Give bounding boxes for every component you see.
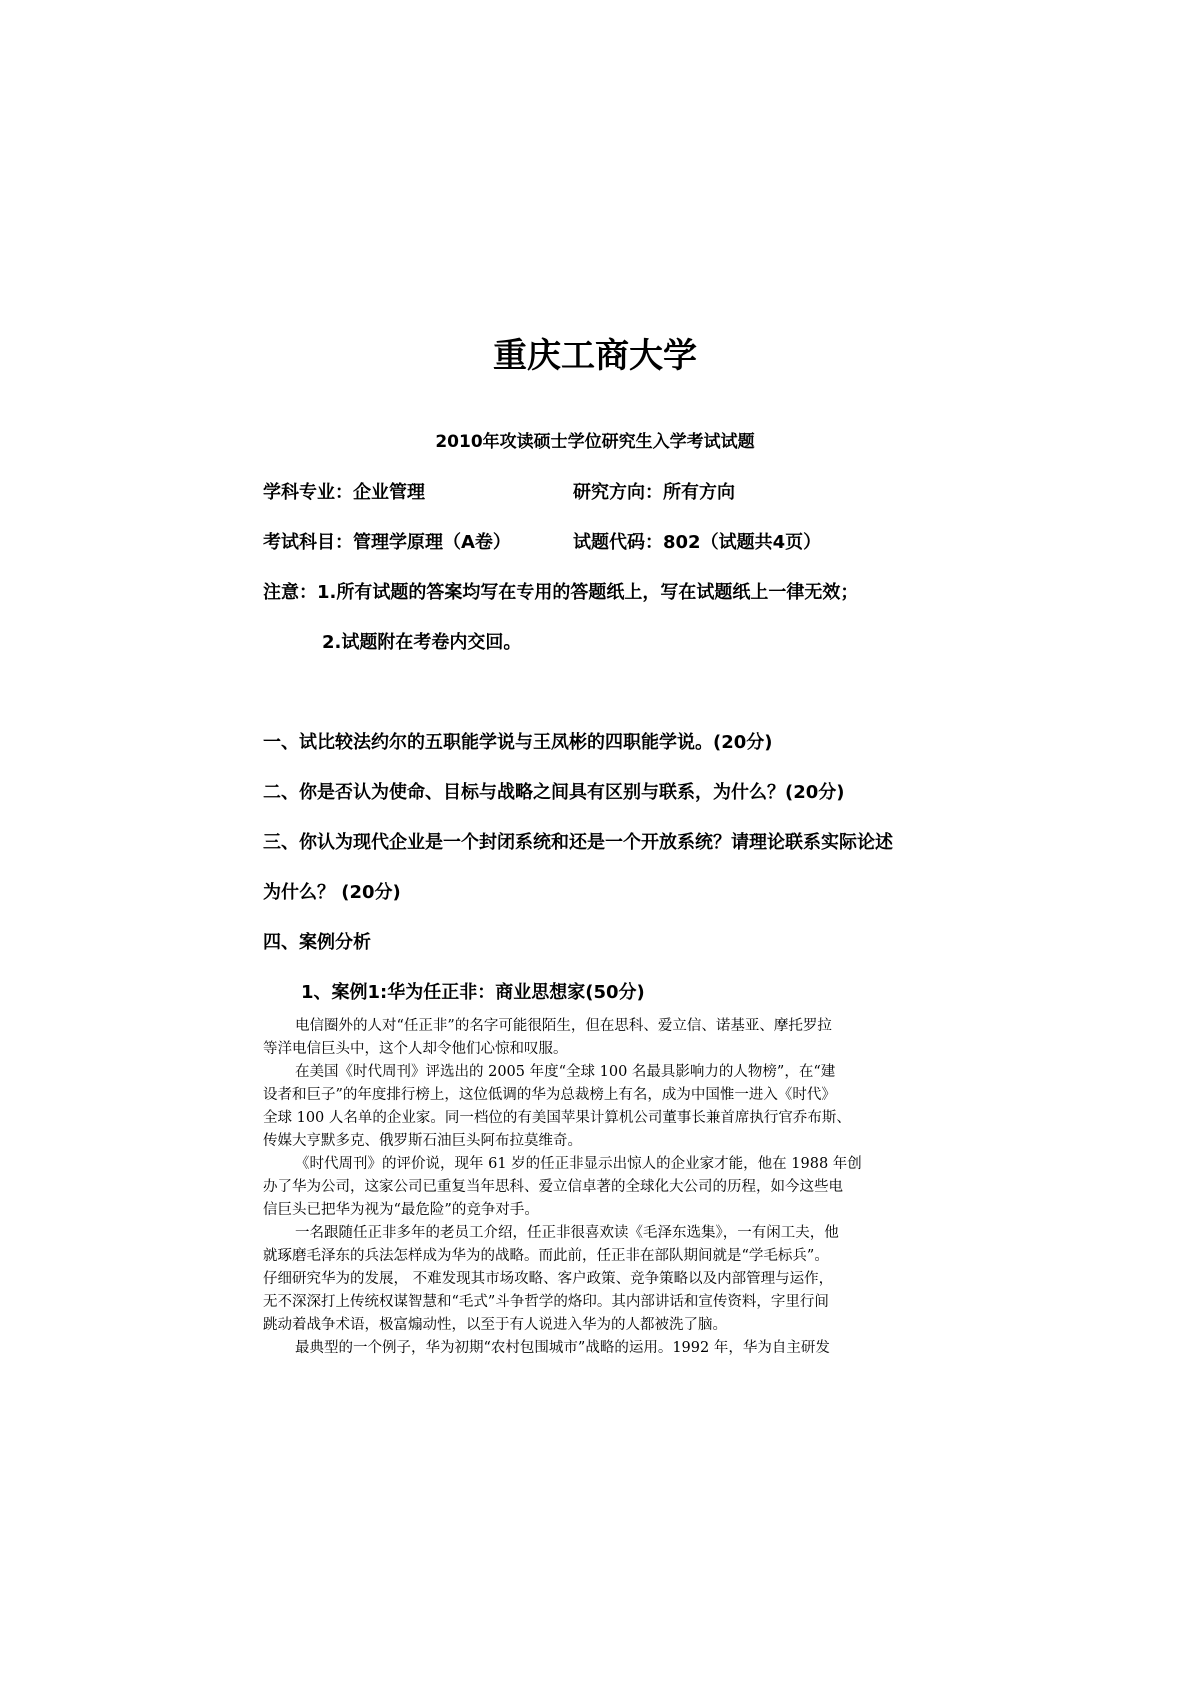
direction-field: 研究方向：所有方向: [573, 482, 735, 503]
question-1: 一、试比较法约尔的五职能学说与王凤彬的四职能学说。(20分): [263, 732, 773, 753]
case-text: [263, 1015, 928, 1360]
case-text-line: 跳动着战争术语，极富煽动性，以至于有人说进入华为的人都被洗了脑。: [263, 1317, 727, 1333]
question-2: 二、你是否认为使命、目标与战略之间具有区别与联系，为什么？(20分): [263, 782, 845, 803]
exam-subtitle: 2010年攻读硕士学位研究生入学考试试题: [435, 432, 755, 452]
question-3-cont: 为什么？ (20分): [263, 882, 401, 903]
case-text-line: 无不深深打上传统权谋智慧和“毛式”斗争哲学的烙印。其内部讲话和宣传资料，字里行间: [263, 1294, 829, 1310]
question-3: 三、你认为现代企业是一个封闭系统和还是一个开放系统？请理论联系实际论述: [263, 832, 893, 853]
case-text-line: 设者和巨子”的年度排行榜上，这位低调的华为总裁榜上有名，成为中国惟一进入《时代》: [263, 1087, 836, 1103]
case-text-line: 等洋电信巨头中，这个人却令他们心惊和叹服。: [263, 1041, 568, 1057]
major-field: 学科专业：企业管理: [263, 482, 425, 503]
case-text-line: 仔细研究华为的发展， 不难发现其市场攻略、客户政策、竞争策略以及内部管理与运作，: [263, 1271, 834, 1287]
subject-field: 考试科目：管理学原理（A卷）: [263, 532, 511, 553]
note-1: 注意：1.所有试题的答案均写在专用的答题纸上，写在试题纸上一律无效；: [263, 582, 859, 603]
note-2: 2.试题附在考卷内交回。: [322, 632, 522, 653]
page-title: 重庆工商大学: [493, 336, 697, 376]
case-text-line: 信巨头已把华为视为“最危险”的竞争对手。: [263, 1202, 539, 1218]
question-4: 四、案例分析: [263, 932, 371, 953]
case-text-line: 《时代周刊》的评价说，现年 61 岁的任正非显示出惊人的企业家才能，他在 1988 年创: [295, 1156, 862, 1172]
case-text-line: 传媒大亨默多克、俄罗斯石油巨头阿布拉莫维奇。: [263, 1133, 582, 1149]
case-text-line: 办了华为公司，这家公司已重复当年思科、爱立信卓著的全球化大公司的历程，如今这些电: [263, 1179, 843, 1195]
case-1-heading: 1、案例1:华为任正非：商业思想家(50分): [301, 982, 645, 1003]
case-text-line: 一名跟随任正非多年的老员工介绍，任正非很喜欢读《毛泽东选集》，一有闲工夫，他: [295, 1225, 839, 1241]
case-text-line: 就琢磨毛泽东的兵法怎样成为华为的战略。而此前，任正非在部队期间就是“学毛标兵”。: [263, 1248, 829, 1264]
case-text-line: 在美国《时代周刊》评选出的 2005 年度“全球 100 名最具影响力的人物榜”，在“建: [295, 1064, 836, 1080]
case-text-line: 最典型的一个例子，华为初期“农村包围城市”战略的运用。1992 年，华为自主研发: [295, 1340, 830, 1356]
case-text-line: 全球 100 人名单的企业家。同一档位的有美国苹果计算机公司董事长兼首席执行官乔布斯、: [263, 1110, 851, 1126]
case-text-line: 电信圈外的人对“任正非”的名字可能很陌生，但在思科、爱立信、诺基亚、摩托罗拉: [295, 1018, 832, 1034]
code-field: 试题代码：802（试题共4页）: [573, 532, 822, 553]
